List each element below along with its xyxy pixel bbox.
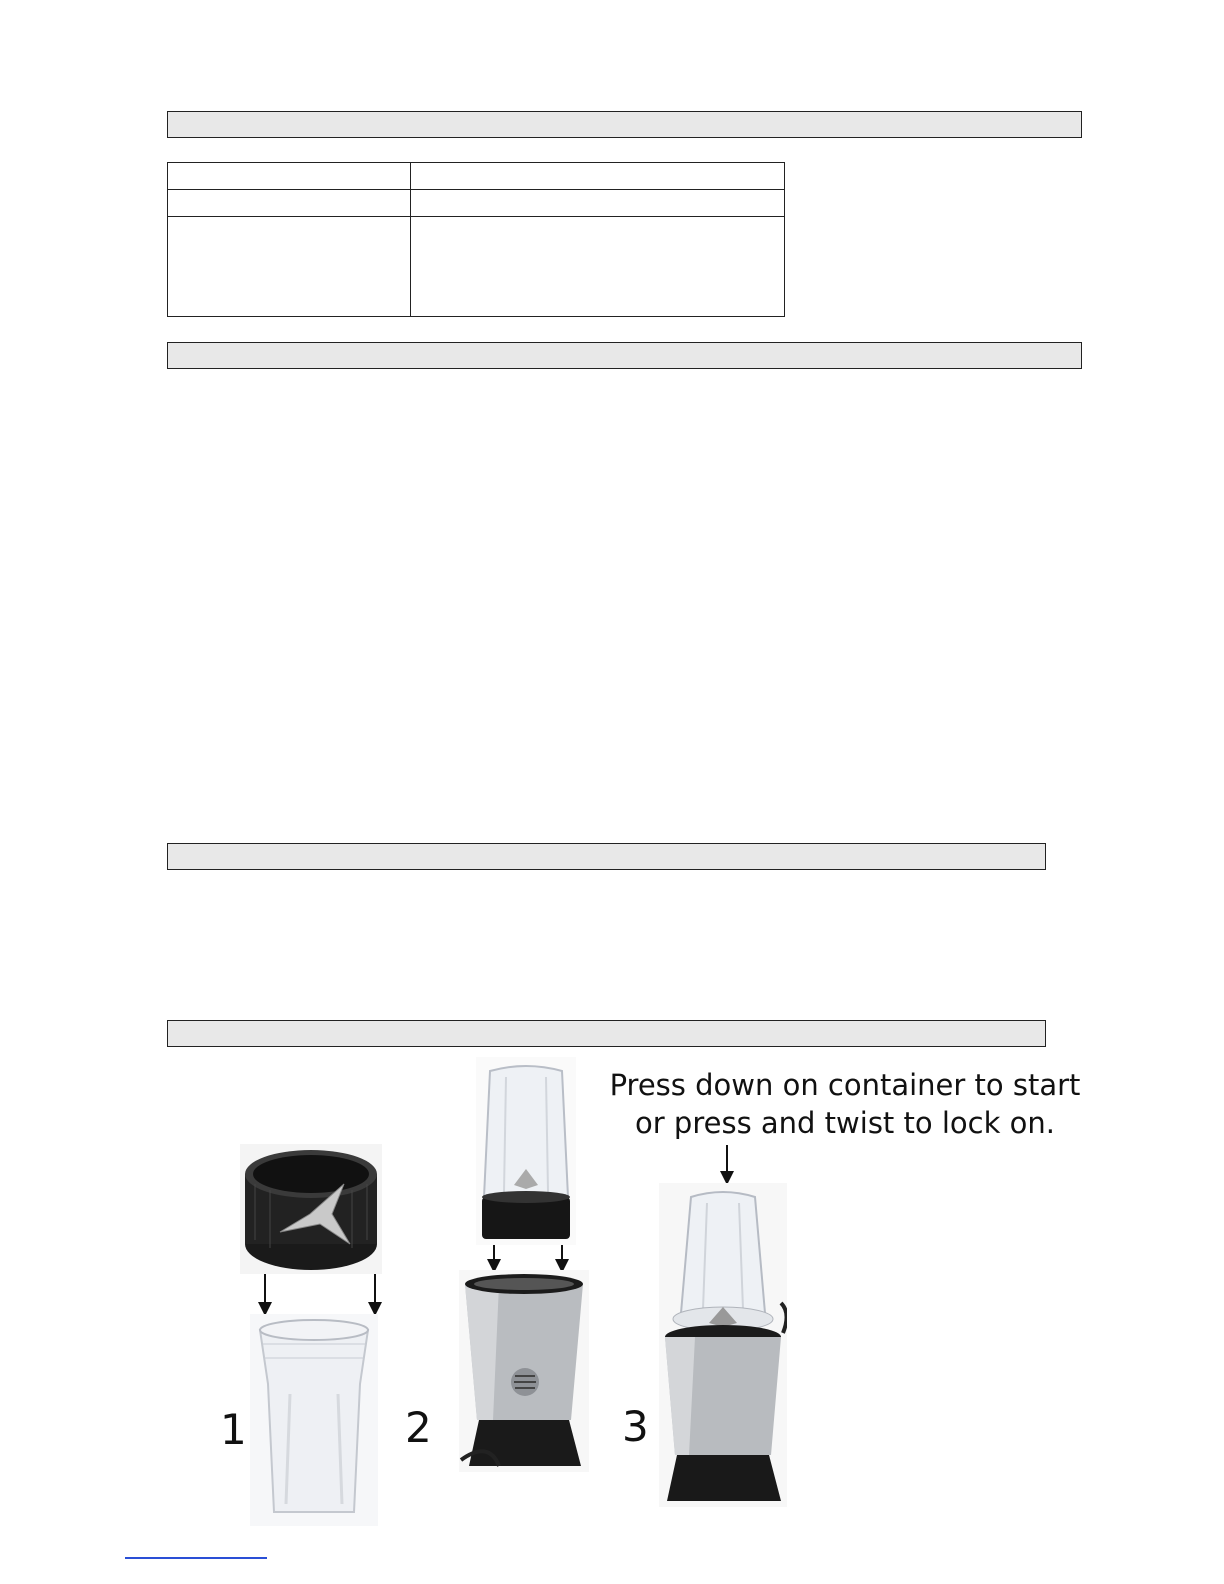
section-header-bar-3: [167, 843, 1046, 870]
down-arrow-icon: [552, 1245, 572, 1273]
spec-cell: [411, 217, 785, 317]
caption-line-1: Press down on container to start: [609, 1068, 1081, 1102]
spec-table: [167, 162, 785, 317]
section-header-bar-1: [167, 111, 1082, 138]
down-arrow-icon: [255, 1274, 275, 1316]
clear-cup-image: [250, 1314, 378, 1526]
spec-cell: [411, 190, 785, 217]
spec-cell: [168, 217, 411, 317]
assembly-caption: [600, 1066, 1090, 1142]
spec-cell: [168, 190, 411, 217]
step-number-2: 2: [405, 1403, 432, 1452]
down-arrow-icon: [365, 1274, 385, 1316]
down-arrow-icon: [716, 1145, 738, 1185]
down-arrow-icon: [484, 1245, 504, 1273]
spec-cell: [411, 163, 785, 190]
step-number-3: 3: [622, 1402, 649, 1451]
blade-base-image: [240, 1144, 382, 1274]
assembled-blender-image: [659, 1183, 787, 1507]
section-header-bar-2: [167, 342, 1082, 369]
step-number-1: 1: [220, 1405, 247, 1454]
cup-with-blade-image: [476, 1057, 576, 1245]
caption-line-2: or press and twist to lock on.: [635, 1106, 1055, 1140]
footer-link-underline[interactable]: [125, 1557, 267, 1559]
spec-cell: [168, 163, 411, 190]
section-header-bar-4: [167, 1020, 1046, 1047]
motor-base-image: [459, 1270, 589, 1472]
